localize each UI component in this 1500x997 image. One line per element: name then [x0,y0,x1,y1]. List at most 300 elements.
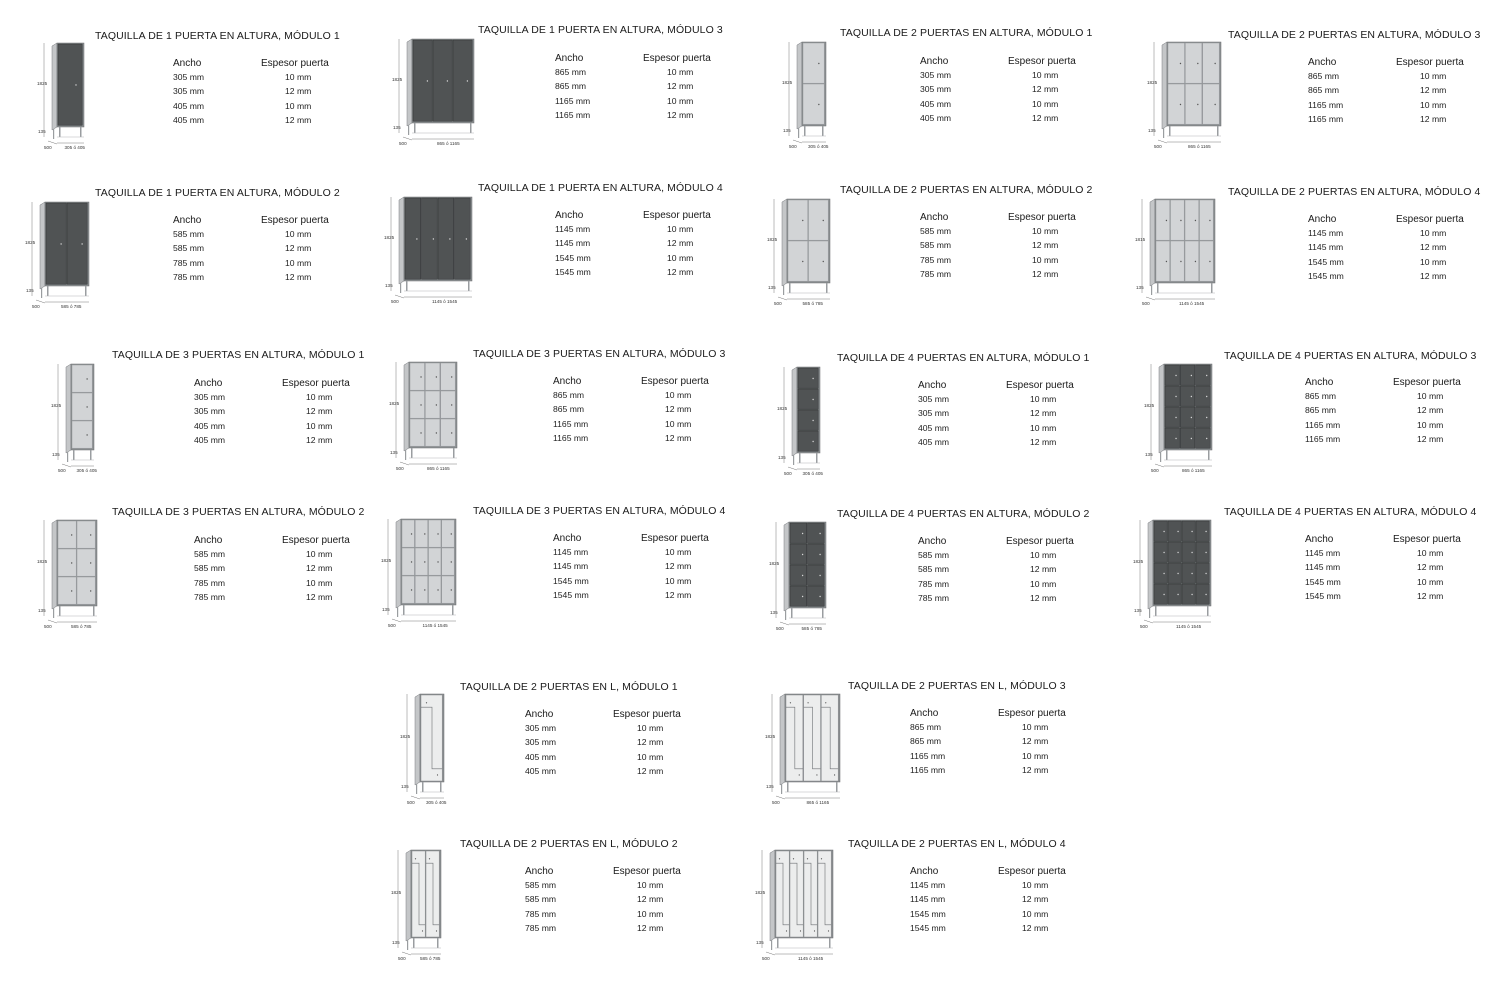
width-value: 305 mm [194,406,226,417]
locker-2-door-module-3-light [1147,40,1246,168]
width-value: 305 mm [918,394,950,404]
thickness-value: 10 mm [285,100,312,111]
locker-title: TAQUILLA DE 4 PUERTAS EN ALTURA, MÓDULO 2 [837,508,1090,520]
width-dimension: 585 ó 785 [420,956,441,961]
width-value: 1165 mm [555,109,591,120]
width-value: 1145 mm [1305,562,1341,573]
thickness-value: 10 mm [285,72,312,82]
width-value: 405 mm [920,98,952,109]
width-dimension: 585 ó 785 [802,301,823,306]
width-header: Ancho [555,53,584,64]
base-dimension: 135 [783,128,791,133]
thickness-value: 10 mm [665,390,692,400]
height-dimension: 1825 [1144,403,1155,408]
thickness-value: 12 mm [1022,894,1049,905]
width-header: Ancho [525,709,554,720]
width-header: Ancho [194,378,223,389]
width-dimension: 585 ó 785 [61,304,82,309]
base-dimension: 135 [1134,608,1142,613]
thickness-header: Espesor puerta [1006,536,1074,547]
width-value: 785 mm [525,908,557,919]
width-header: Ancho [920,56,949,67]
width-value: 1145 mm [1308,228,1344,238]
thickness-value: 12 mm [665,561,692,572]
thickness-value: 10 mm [1032,254,1059,265]
thickness-value: 10 mm [637,723,664,733]
base-dimension: 135 [766,784,774,789]
thickness-value: 12 mm [285,243,312,254]
depth-dimension: 500 [774,301,782,306]
locker-1-door-module-3-dark [392,37,499,165]
height-dimension: 1825 [51,403,62,408]
thickness-header: Espesor puerta [998,708,1066,719]
thickness-value: 10 mm [1417,419,1444,430]
base-dimension: 135 [1145,452,1153,457]
width-header: Ancho [1308,214,1337,225]
base-dimension: 135 [38,129,46,134]
width-value: 1545 mm [553,575,589,586]
width-dimension: 865 ó 1165 [437,141,460,146]
width-value: 1545 mm [1308,256,1344,267]
depth-dimension: 500 [1151,468,1159,473]
locker-title: TAQUILLA DE 1 PUERTA EN ALTURA, MÓDULO 4 [478,182,723,194]
width-header: Ancho [553,533,582,544]
depth-dimension: 500 [32,304,40,309]
locker-2-door-l-module-4 [752,848,858,980]
locker-2-door-l-module-1 [395,692,469,824]
width-value: 1165 mm [553,432,589,443]
thickness-header: Espesor puerta [1393,534,1461,545]
base-dimension: 135 [385,283,393,288]
thickness-value: 10 mm [637,751,664,762]
thickness-value: 10 mm [1022,750,1049,761]
width-value: 305 mm [920,84,952,95]
height-dimension: 1825 [389,401,400,406]
thickness-header: Espesor puerta [282,378,350,389]
thickness-value: 10 mm [1030,578,1057,589]
base-dimension: 135 [393,125,401,130]
locker-title: TAQUILLA DE 4 PUERTAS EN ALTURA, MÓDULO 3 [1224,350,1477,362]
thickness-value: 10 mm [1420,71,1447,81]
height-dimension: 1825 [755,890,766,895]
locker-4-door-module-1-dark [777,365,845,495]
locker-title: TAQUILLA DE 2 PUERTAS EN L, MÓDULO 4 [848,838,1066,850]
width-value: 1165 mm [1305,419,1341,430]
thickness-header: Espesor puerta [1396,57,1464,68]
width-value: 1145 mm [910,880,946,890]
width-value: 305 mm [920,70,952,80]
height-dimension: 1825 [400,734,411,739]
thickness-value: 12 mm [637,765,664,776]
width-dimension: 1145 ó 1545 [432,299,458,304]
thickness-header: Espesor puerta [643,53,711,64]
thickness-value: 10 mm [665,547,692,557]
width-value: 305 mm [173,72,205,82]
thickness-value: 12 mm [1030,592,1057,603]
width-value: 1165 mm [1308,113,1344,124]
thickness-value: 12 mm [667,266,694,277]
thickness-value: 10 mm [1022,908,1049,919]
depth-dimension: 500 [391,299,399,304]
width-dimension: 305 ó 405 [808,144,829,149]
thickness-value: 10 mm [667,95,694,106]
locker-1-door-module-4-dark [385,195,497,323]
thickness-value: 10 mm [665,418,692,429]
width-value: 785 mm [194,577,226,588]
thickness-value: 12 mm [306,591,333,602]
height-dimension: 1825 [782,80,793,85]
locker-title: TAQUILLA DE 2 PUERTAS EN L, MÓDULO 2 [460,838,678,850]
thickness-header: Espesor puerta [282,535,350,546]
thickness-header: Espesor puerta [998,866,1066,877]
thickness-header: Espesor puerta [261,58,329,69]
locker-title: TAQUILLA DE 3 PUERTAS EN ALTURA, MÓDULO 3 [473,348,726,360]
width-value: 1545 mm [555,266,591,277]
width-header: Ancho [173,215,202,226]
thickness-value: 10 mm [1032,226,1059,236]
thickness-value: 12 mm [1417,562,1444,573]
base-dimension: 135 [26,288,34,293]
width-header: Ancho [194,535,223,546]
width-value: 865 mm [910,736,942,747]
width-value: 405 mm [918,422,950,433]
thickness-value: 12 mm [285,114,312,125]
thickness-value: 10 mm [1420,256,1447,267]
thickness-header: Espesor puerta [1396,214,1464,225]
width-value: 305 mm [173,86,205,97]
depth-dimension: 500 [776,626,784,631]
height-dimension: 1825 [769,561,780,566]
thickness-value: 12 mm [1022,764,1049,775]
width-header: Ancho [918,380,947,391]
base-dimension: 135 [1136,285,1144,290]
thickness-value: 12 mm [1032,84,1059,95]
thickness-value: 12 mm [1022,736,1049,747]
width-value: 405 mm [525,765,557,776]
height-dimension: 1825 [1147,80,1158,85]
depth-dimension: 500 [1142,301,1150,306]
base-dimension: 135 [52,452,60,457]
locker-3-door-module-1-light [50,362,119,492]
locker-title: TAQUILLA DE 3 PUERTAS EN ALTURA, MÓDULO 2 [112,506,365,518]
thickness-value: 12 mm [1032,268,1059,279]
width-value: 785 mm [920,268,952,279]
width-value: 785 mm [918,592,950,603]
base-dimension: 135 [390,450,398,455]
thickness-value: 10 mm [306,420,333,431]
thickness-value: 12 mm [1420,242,1447,253]
thickness-value: 12 mm [1022,922,1049,933]
locker-title: TAQUILLA DE 2 PUERTAS EN ALTURA, MÓDULO 3 [1228,29,1481,41]
width-value: 585 mm [525,880,557,890]
depth-dimension: 500 [1140,624,1148,629]
width-dimension: 305 ó 405 [76,468,97,473]
width-header: Ancho [525,866,554,877]
thickness-value: 12 mm [306,406,333,417]
width-dimension: 1145 ó 1545 [1179,301,1205,306]
width-header: Ancho [920,212,949,223]
base-dimension: 135 [770,610,778,615]
locker-3-door-module-2-light [38,518,122,648]
thickness-value: 10 mm [1032,98,1059,109]
thickness-value: 12 mm [1032,240,1059,251]
width-header: Ancho [1308,57,1337,68]
base-dimension: 135 [382,607,390,612]
width-header: Ancho [553,376,582,387]
width-value: 1545 mm [1305,590,1341,601]
width-value: 1145 mm [555,224,591,234]
thickness-value: 12 mm [1420,85,1447,96]
thickness-value: 12 mm [285,86,312,97]
width-value: 865 mm [553,390,585,400]
width-value: 1545 mm [555,252,591,263]
locker-title: TAQUILLA DE 2 PUERTAS EN ALTURA, MÓDULO 1 [840,27,1093,39]
width-value: 405 mm [920,112,952,123]
width-value: 865 mm [910,722,942,732]
width-value: 1545 mm [910,908,946,919]
height-dimension: 1825 [391,890,402,895]
width-value: 1145 mm [1308,242,1344,253]
width-value: 1145 mm [553,561,589,572]
locker-title: TAQUILLA DE 2 PUERTAS EN L, MÓDULO 3 [848,680,1066,692]
depth-dimension: 500 [784,471,792,476]
width-value: 1545 mm [1308,270,1344,281]
thickness-value: 12 mm [1032,112,1059,123]
locker-2-door-module-4-light [1130,197,1240,325]
width-value: 585 mm [525,894,557,905]
thickness-value: 10 mm [637,880,664,890]
depth-dimension: 500 [762,956,770,961]
width-value: 1165 mm [555,95,591,106]
height-dimension: 1825 [384,235,395,240]
width-value: 305 mm [194,392,226,402]
thickness-value: 10 mm [1417,576,1444,587]
width-value: 785 mm [525,922,557,933]
depth-dimension: 500 [772,800,780,805]
thickness-value: 12 mm [665,589,692,600]
width-value: 865 mm [555,81,587,92]
thickness-value: 12 mm [306,563,333,574]
width-value: 1545 mm [1305,576,1341,587]
base-dimension: 135 [392,940,400,945]
thickness-header: Espesor puerta [261,215,329,226]
width-value: 405 mm [918,436,950,447]
locker-2-door-module-1-light [782,40,851,168]
depth-dimension: 500 [398,956,406,961]
width-dimension: 305 ó 405 [426,800,447,805]
depth-dimension: 500 [388,623,396,628]
width-value: 305 mm [525,723,557,733]
thickness-value: 10 mm [665,575,692,586]
depth-dimension: 500 [407,800,415,805]
thickness-value: 10 mm [667,224,694,234]
base-dimension: 135 [1148,128,1156,133]
thickness-value: 10 mm [667,252,694,263]
locker-3-door-module-4-light [380,517,481,647]
thickness-value: 10 mm [1417,391,1444,401]
width-value: 585 mm [173,229,205,239]
width-dimension: 1145 ó 1545 [422,623,448,628]
width-value: 305 mm [918,408,950,419]
thickness-value: 10 mm [1022,880,1049,890]
width-value: 405 mm [194,434,226,445]
width-value: 1165 mm [553,418,589,429]
thickness-value: 12 mm [665,432,692,443]
width-value: 585 mm [918,564,950,575]
width-dimension: 1145 ó 1545 [1176,624,1202,629]
locker-title: TAQUILLA DE 2 PUERTAS EN ALTURA, MÓDULO 2 [840,184,1093,196]
locker-1-door-module-1-dark [30,40,109,168]
width-value: 1165 mm [1305,433,1341,444]
height-dimension: 1825 [25,240,36,245]
width-header: Ancho [173,58,202,69]
width-value: 785 mm [920,254,952,265]
locker-title: TAQUILLA DE 4 PUERTAS EN ALTURA, MÓDULO 4 [1224,506,1477,518]
thickness-value: 10 mm [285,229,312,239]
thickness-value: 12 mm [1420,270,1447,281]
width-value: 1545 mm [553,589,589,600]
width-value: 585 mm [194,549,226,559]
locker-title: TAQUILLA DE 4 PUERTAS EN ALTURA, MÓDULO 1 [837,352,1090,364]
width-value: 1545 mm [910,922,946,933]
locker-title: TAQUILLA DE 2 PUERTAS EN L, MÓDULO 1 [460,681,678,693]
width-value: 865 mm [553,404,585,415]
width-value: 865 mm [1305,405,1337,416]
thickness-header: Espesor puerta [641,533,709,544]
height-dimension: 1825 [1133,559,1144,564]
locker-2-door-l-module-3 [760,692,865,824]
base-dimension: 135 [778,455,786,460]
thickness-value: 12 mm [637,894,664,905]
width-header: Ancho [1305,534,1334,545]
thickness-value: 12 mm [1417,590,1444,601]
height-dimension: 1825 [767,237,778,242]
width-dimension: 305 ó 405 [64,145,85,150]
thickness-header: Espesor puerta [1008,212,1076,223]
height-dimension: 1825 [37,559,48,564]
width-header: Ancho [1305,377,1334,388]
thickness-value: 10 mm [1420,228,1447,238]
width-dimension: 585 ó 785 [71,624,92,629]
locker-title: TAQUILLA DE 1 PUERTA EN ALTURA, MÓDULO 3 [478,24,723,36]
thickness-value: 10 mm [637,908,664,919]
width-value: 1165 mm [1308,99,1344,110]
depth-dimension: 500 [789,144,797,149]
thickness-value: 10 mm [1032,70,1059,80]
thickness-value: 10 mm [1030,550,1057,560]
width-dimension: 305 ó 405 [802,471,823,476]
thickness-value: 12 mm [306,434,333,445]
thickness-value: 12 mm [637,737,664,748]
depth-dimension: 500 [1154,144,1162,149]
locker-title: TAQUILLA DE 1 PUERTA EN ALTURA, MÓDULO 2 [95,187,340,199]
height-dimension: 1825 [765,734,776,739]
thickness-value: 12 mm [667,238,694,249]
width-value: 585 mm [918,550,950,560]
width-value: 405 mm [194,420,226,431]
depth-dimension: 500 [396,466,404,471]
width-header: Ancho [918,536,947,547]
width-value: 785 mm [173,271,205,282]
locker-title: TAQUILLA DE 1 PUERTA EN ALTURA, MÓDULO 1 [95,30,340,42]
thickness-value: 12 mm [1420,113,1447,124]
height-dimension: 1825 [37,81,48,86]
width-value: 1145 mm [910,894,946,905]
width-value: 1145 mm [1305,548,1341,558]
width-value: 865 mm [1308,71,1340,81]
width-value: 585 mm [920,240,952,251]
thickness-header: Espesor puerta [1393,377,1461,388]
height-dimension: 1815 [1135,237,1146,242]
width-dimension: 865 ó 1165 [1182,468,1205,473]
width-header: Ancho [910,708,939,719]
thickness-value: 12 mm [667,81,694,92]
width-value: 785 mm [194,591,226,602]
thickness-value: 12 mm [1030,436,1057,447]
thickness-value: 10 mm [306,549,333,559]
thickness-value: 12 mm [667,109,694,120]
width-dimension: 865 ó 1165 [806,800,830,805]
locker-2-door-module-2-light [767,197,855,325]
thickness-value: 10 mm [1030,422,1057,433]
width-value: 405 mm [173,100,205,111]
height-dimension: 1825 [381,558,392,563]
thickness-value: 10 mm [1030,394,1057,404]
thickness-value: 10 mm [1420,99,1447,110]
height-dimension: 1825 [392,77,403,82]
locker-3-door-module-3-light [390,360,482,490]
depth-dimension: 500 [399,141,407,146]
locker-title: TAQUILLA DE 3 PUERTAS EN ALTURA, MÓDULO 1 [112,349,365,361]
locker-4-door-module-4-dark [1130,518,1236,648]
thickness-value: 10 mm [667,67,694,77]
thickness-value: 10 mm [306,577,333,588]
width-value: 585 mm [194,563,226,574]
width-value: 1145 mm [553,547,589,557]
depth-dimension: 500 [58,468,66,473]
thickness-value: 12 mm [285,271,312,282]
thickness-value: 12 mm [1030,408,1057,419]
width-dimension: 585 ó 785 [801,626,822,631]
thickness-value: 12 mm [1417,405,1444,416]
thickness-header: Espesor puerta [613,866,681,877]
width-dimension: 865 ó 1165 [1188,144,1211,149]
locker-title: TAQUILLA DE 2 PUERTAS EN ALTURA, MÓDULO 4 [1228,186,1481,198]
depth-dimension: 500 [44,145,52,150]
thickness-value: 10 mm [285,257,312,268]
width-dimension: 865 ó 1165 [427,466,450,471]
thickness-value: 10 mm [1022,722,1049,732]
locker-4-door-module-3-dark [1145,362,1237,492]
width-header: Ancho [910,866,939,877]
thickness-value: 12 mm [1417,433,1444,444]
thickness-value: 12 mm [665,404,692,415]
width-value: 1165 mm [910,750,946,761]
locker-1-door-module-2-dark [25,200,114,328]
thickness-value: 12 mm [1030,564,1057,575]
locker-4-door-module-2-dark [768,520,851,650]
thickness-header: Espesor puerta [1006,380,1074,391]
width-value: 405 mm [173,114,205,125]
locker-title: TAQUILLA DE 3 PUERTAS EN ALTURA, MÓDULO 4 [473,505,726,517]
height-dimension: 1825 [777,406,788,411]
width-value: 1145 mm [555,238,591,249]
base-dimension: 135 [38,608,46,613]
thickness-value: 10 mm [306,392,333,402]
thickness-header: Espesor puerta [613,709,681,720]
thickness-header: Espesor puerta [641,376,709,387]
width-value: 1165 mm [910,764,946,775]
